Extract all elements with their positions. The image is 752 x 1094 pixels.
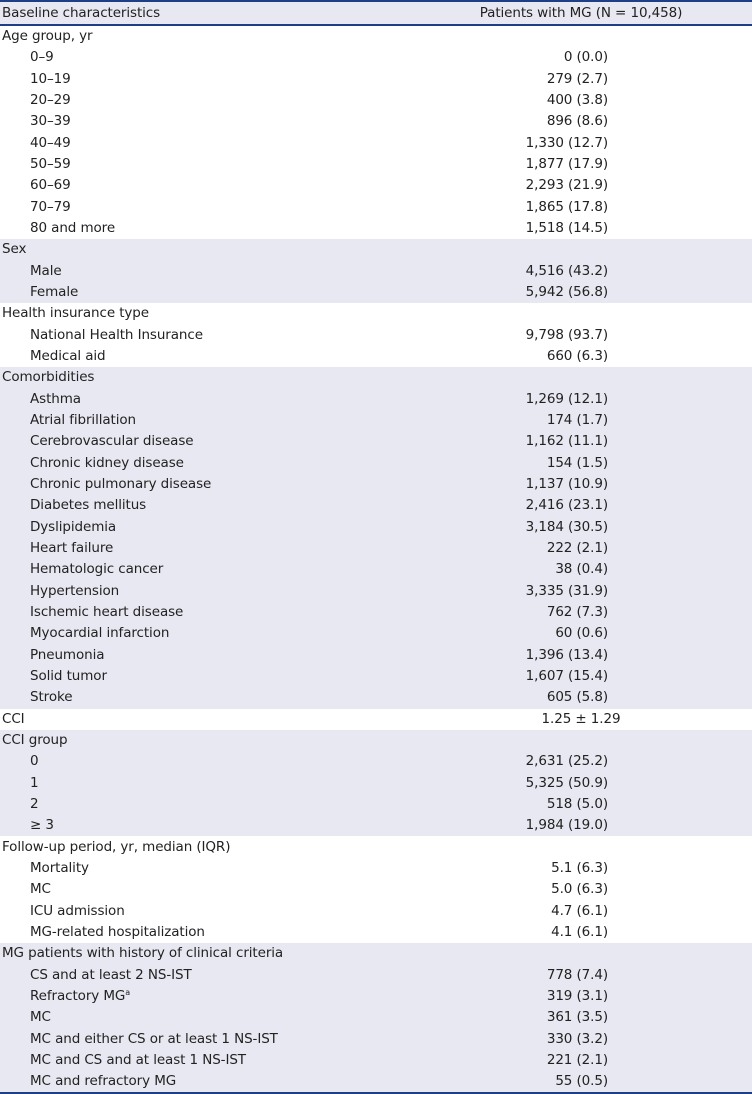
table-row: [0, 325, 752, 346]
row-value: 605 (5.8): [546, 689, 608, 706]
row-label: 2: [30, 795, 39, 812]
row-label: Stroke: [30, 689, 73, 706]
group-label: CCI group: [2, 731, 68, 748]
row-label: Hematologic cancer: [30, 561, 164, 578]
table-row: [0, 559, 752, 580]
row-value: 5.0 (6.3): [551, 881, 608, 898]
table-row: [0, 687, 752, 708]
table-row: [0, 495, 752, 516]
row-label: Mortality: [30, 859, 89, 876]
table-row: [0, 474, 752, 495]
row-label: MC and either CS or at least 1 NS-IST: [30, 1030, 278, 1047]
row-value: 221 (2.1): [546, 1051, 608, 1068]
table-header-row: [0, 1, 752, 25]
table-row: [0, 922, 752, 943]
table-group-row: [0, 709, 752, 730]
empty-cell: [410, 730, 752, 751]
row-label: 30–39: [30, 113, 71, 130]
row-value: 1,877 (17.9): [525, 156, 608, 173]
row-value: 279 (2.7): [546, 70, 608, 87]
row-value: 9,798 (93.7): [525, 326, 608, 343]
table-row: [0, 1028, 752, 1049]
row-label: Atrial fibrillation: [30, 412, 137, 429]
table-body: [0, 25, 752, 1093]
group-label: Age group, yr: [2, 28, 93, 45]
table-row: [0, 197, 752, 218]
table-row: [0, 154, 752, 175]
table-row: [0, 815, 752, 836]
row-label: 40–49: [30, 134, 71, 151]
table-row: [0, 453, 752, 474]
row-label: 20–29: [30, 92, 71, 109]
row-value: 55 (0.5): [410, 1071, 752, 1093]
row-value: 222 (2.1): [546, 540, 608, 557]
row-value: 3,184 (30.5): [525, 518, 608, 535]
table-row: [0, 623, 752, 644]
table-row: [0, 175, 752, 196]
table-row: [0, 538, 752, 559]
row-label: 0–9: [30, 49, 54, 66]
table-row: [0, 431, 752, 452]
table-row: [0, 1050, 752, 1071]
empty-cell: [410, 836, 752, 857]
table-row: [0, 47, 752, 68]
row-label: ≥ 3: [30, 817, 54, 834]
row-label: 80 and more: [30, 220, 116, 237]
row-value: 154 (1.5): [546, 454, 608, 471]
table-row: [0, 666, 752, 687]
row-label: Medical aid: [30, 348, 106, 365]
table-group-row: [0, 367, 752, 388]
row-label: MC: [30, 1009, 51, 1026]
row-label: MC and CS and at least 1 NS-IST: [30, 1051, 246, 1068]
row-value: 4.1 (6.1): [551, 923, 608, 940]
table-row: [0, 602, 752, 623]
table-row: [0, 581, 752, 602]
row-value: 2,293 (21.9): [525, 177, 608, 194]
row-label: Myocardial infarction: [30, 625, 170, 642]
row-label: MC and refractory MG: [0, 1071, 410, 1093]
table-row: [0, 879, 752, 900]
row-value: 1,984 (19.0): [525, 817, 608, 834]
table-group-row: [0, 25, 752, 47]
table-row: [0, 858, 752, 879]
row-value: 4,516 (43.2): [525, 262, 608, 279]
row-value: 1,162 (11.1): [525, 433, 608, 450]
row-value: 778 (7.4): [546, 966, 608, 983]
row-value: 38 (0.4): [555, 561, 608, 578]
row-value: 0 (0.0): [563, 49, 608, 66]
row-label-text: Refractory MG: [30, 987, 126, 1004]
row-value: 518 (5.0): [546, 795, 608, 812]
table-row: [0, 645, 752, 666]
table-row: [0, 389, 752, 410]
table-row: [0, 69, 752, 90]
row-label: 0: [30, 753, 39, 770]
row-label: Diabetes mellitus: [30, 497, 147, 514]
table-row: [0, 133, 752, 154]
row-label: Ischemic heart disease: [30, 604, 184, 621]
column-header-characteristics: Baseline characteristics: [0, 1, 410, 25]
table-group-row: [0, 730, 752, 751]
row-value: 1,330 (12.7): [525, 134, 608, 151]
table-row: [0, 1007, 752, 1028]
table-row: [0, 751, 752, 772]
table-row: [0, 772, 752, 793]
table-row: [0, 90, 752, 111]
row-value: 1,607 (15.4): [525, 668, 608, 684]
group-label: Follow-up period, yr, median (IQR): [2, 838, 231, 855]
row-label: National Health Insurance: [30, 326, 203, 343]
row-label: [0, 986, 410, 1007]
table-row: [0, 964, 752, 985]
row-value: 1,137 (10.9): [525, 476, 608, 493]
empty-cell: [410, 303, 752, 324]
row-value: 3,335 (31.9): [525, 582, 608, 599]
row-value: 330 (3.2): [546, 1030, 608, 1047]
row-value: 1,269 (12.1): [525, 390, 608, 407]
empty-cell: [410, 367, 752, 388]
row-label: Chronic kidney disease: [30, 454, 184, 471]
row-value: 174 (1.7): [546, 412, 608, 429]
group-label: Sex: [2, 241, 27, 258]
row-label: ICU admission: [30, 902, 125, 919]
row-label: 60–69: [30, 177, 71, 194]
row-label: Asthma: [30, 390, 81, 407]
row-value: 400 (3.8): [546, 92, 608, 109]
row-label: 1: [30, 774, 39, 791]
group-label: Health insurance type: [2, 305, 149, 322]
empty-cell: [410, 25, 752, 47]
row-label: 70–79: [30, 198, 71, 215]
row-value: 896 (8.6): [546, 113, 608, 130]
table-row: [0, 261, 752, 282]
row-label: Male: [30, 262, 62, 279]
row-label: Pneumonia: [30, 646, 105, 663]
table-group-row: [0, 943, 752, 964]
group-value: 1.25 ± 1.29: [541, 710, 621, 727]
row-value: 2,631 (25.2): [525, 753, 608, 770]
row-label: 10–19: [30, 70, 71, 87]
row-value: 1,396 (13.4): [525, 646, 608, 663]
row-value: 1,518 (14.5): [525, 220, 608, 237]
row-label: MG-related hospitalization: [30, 923, 205, 940]
table-row: [0, 111, 752, 132]
row-value: 660 (6.3): [546, 348, 608, 365]
table-row: [0, 218, 752, 239]
group-label: Comorbidities: [2, 369, 95, 386]
table-row: [0, 517, 752, 538]
group-label: CCI: [2, 710, 25, 727]
table-group-row: [0, 239, 752, 260]
row-label: Dyslipidemia: [30, 518, 117, 535]
row-value: 361 (3.5): [546, 1009, 608, 1026]
row-value: 5.1 (6.3): [551, 859, 608, 876]
row-label: Solid tumor: [30, 668, 107, 684]
table-group-row: [0, 303, 752, 324]
row-value: 1,865 (17.8): [525, 198, 608, 215]
row-value: 4.7 (6.1): [551, 902, 608, 919]
table-row: [0, 346, 752, 367]
table-row: [0, 986, 752, 1007]
row-value: 2,416 (23.1): [525, 497, 608, 514]
empty-cell: [410, 239, 752, 260]
table-row: [0, 1071, 752, 1093]
row-value: 5,325 (50.9): [525, 774, 608, 791]
row-label: Cerebrovascular disease: [30, 433, 194, 450]
empty-cell: [410, 943, 752, 964]
footnote-marker: a: [125, 987, 131, 997]
table-row: [0, 410, 752, 431]
row-value: 762 (7.3): [546, 604, 608, 621]
row-label: 50–59: [30, 156, 71, 173]
row-label: CS and at least 2 NS-IST: [30, 966, 192, 983]
row-label: Heart failure: [30, 540, 114, 557]
table-group-row: [0, 836, 752, 857]
row-label: MC: [30, 881, 51, 898]
group-label: MG patients with history of clinical criteria: [2, 945, 284, 962]
row-label: Female: [30, 284, 79, 301]
table-row: [0, 794, 752, 815]
row-value: 319 (3.1): [546, 987, 608, 1004]
row-value: 60 (0.6): [555, 625, 608, 642]
row-label: Chronic pulmonary disease: [30, 476, 212, 493]
table-row: [0, 282, 752, 303]
column-header-patients: Patients with MG (N = 10,458): [410, 1, 752, 25]
table-row: [0, 900, 752, 921]
row-value: 5,942 (56.8): [525, 284, 608, 301]
row-label: Hypertension: [30, 582, 120, 599]
